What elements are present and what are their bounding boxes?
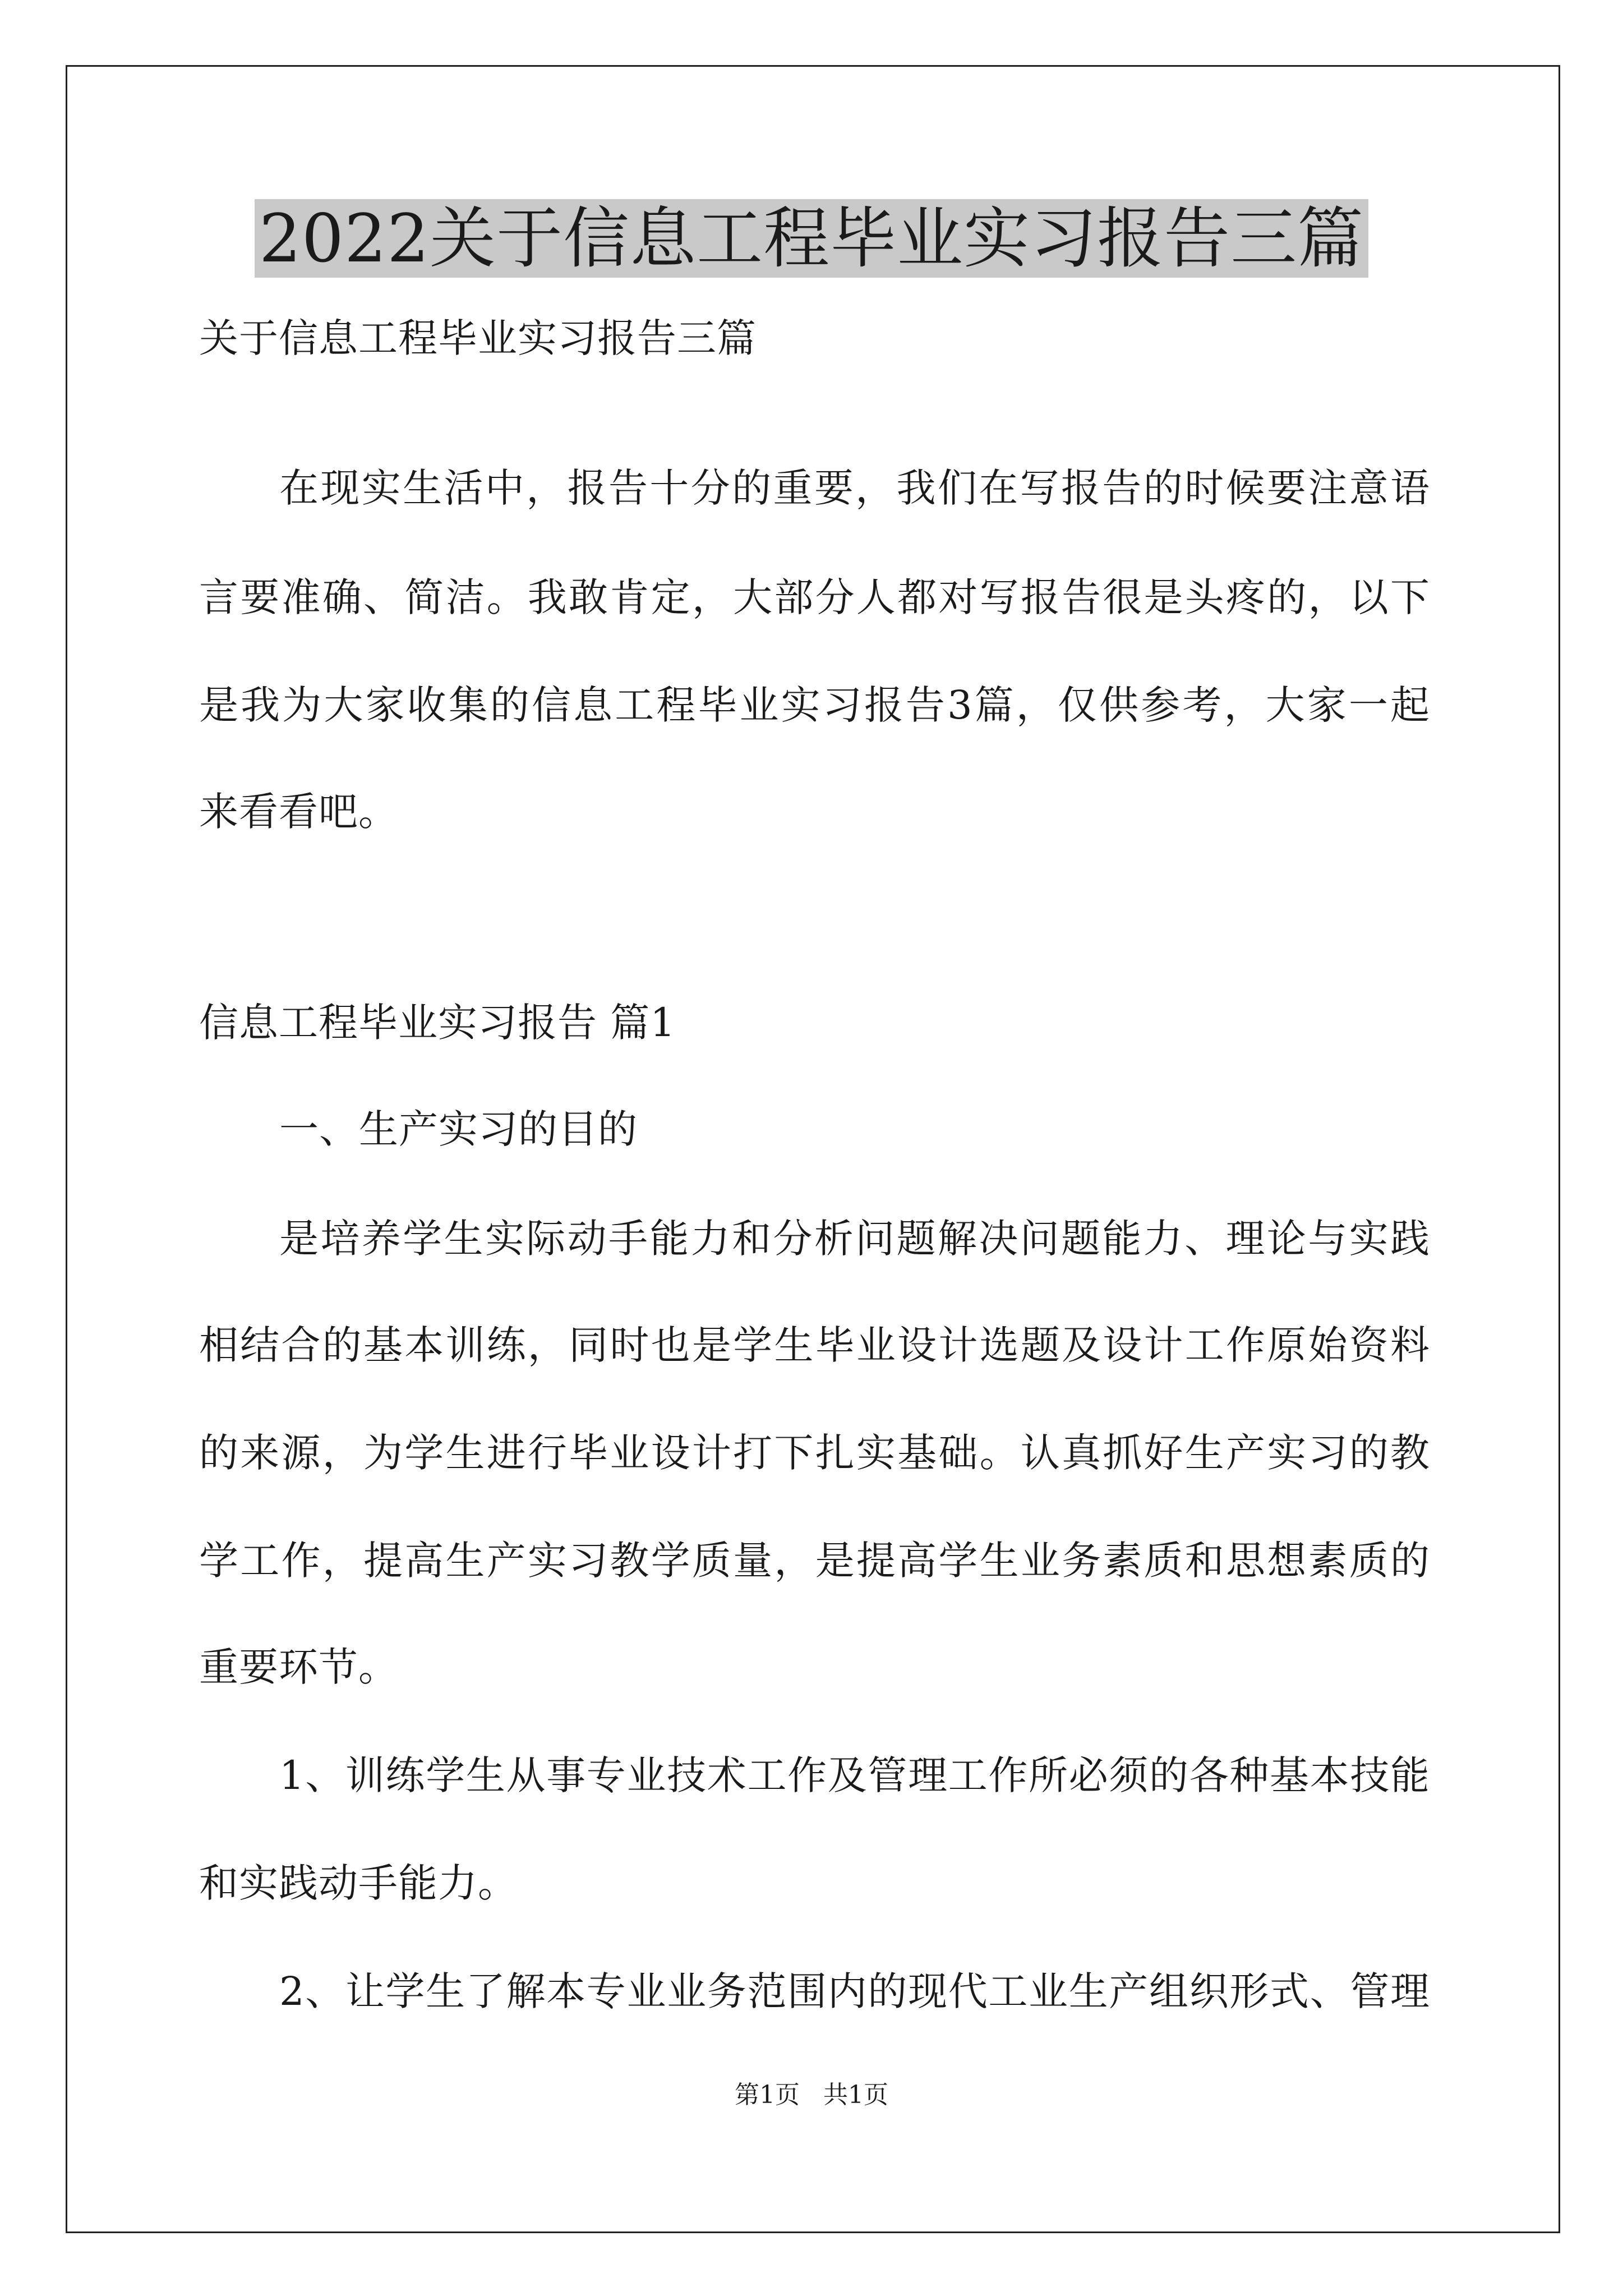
document-subtitle: 关于信息工程毕业实习报告三篇 (199, 315, 757, 361)
purpose-line-4: 学工作，提高生产实习教学质量，是提高学生业务素质和思想素质的 (199, 1538, 1430, 1584)
purpose-line-1: 是培养学生实际动手能力和分析问题解决问题能力、理论与实践 (279, 1216, 1430, 1262)
item-2-line-1: 2、让学生了解本专业业务范围内的现代工业生产组织形式、管理 (279, 1968, 1430, 2014)
purpose-line-5: 重要环节。 (199, 1644, 398, 1690)
intro-line-4: 来看看吧。 (199, 789, 398, 835)
section-heading: 信息工程毕业实习报告 篇1 (199, 1000, 676, 1046)
page-footer: 第1页 共1页 (735, 2081, 888, 2109)
item-1-line-1: 1、训练学生从事专业技术工作及管理工作所必须的各种基本技能 (279, 1752, 1430, 1798)
document-title: 2022关于信息工程毕业实习报告三篇 (255, 199, 1368, 278)
intro-line-3: 是我为大家收集的信息工程毕业实习报告3篇，仅供参考，大家一起 (199, 682, 1430, 728)
item-1-line-2: 和实践动手能力。 (199, 1860, 518, 1906)
intro-line-1: 在现实生活中，报告十分的重要，我们在写报告的时候要注意语 (279, 465, 1430, 511)
purpose-line-3: 的来源，为学生进行毕业设计打下扎实基础。认真抓好生产实习的教 (199, 1430, 1430, 1476)
intro-line-2: 言要准确、简洁。我敢肯定，大部分人都对写报告很是头疼的，以下 (199, 574, 1430, 620)
purpose-line-2: 相结合的基本训练，同时也是学生毕业设计选题及设计工作原始资料 (199, 1322, 1430, 1368)
section-subheading: 一、生产实习的目的 (279, 1106, 638, 1152)
title-container (0, 199, 1623, 278)
